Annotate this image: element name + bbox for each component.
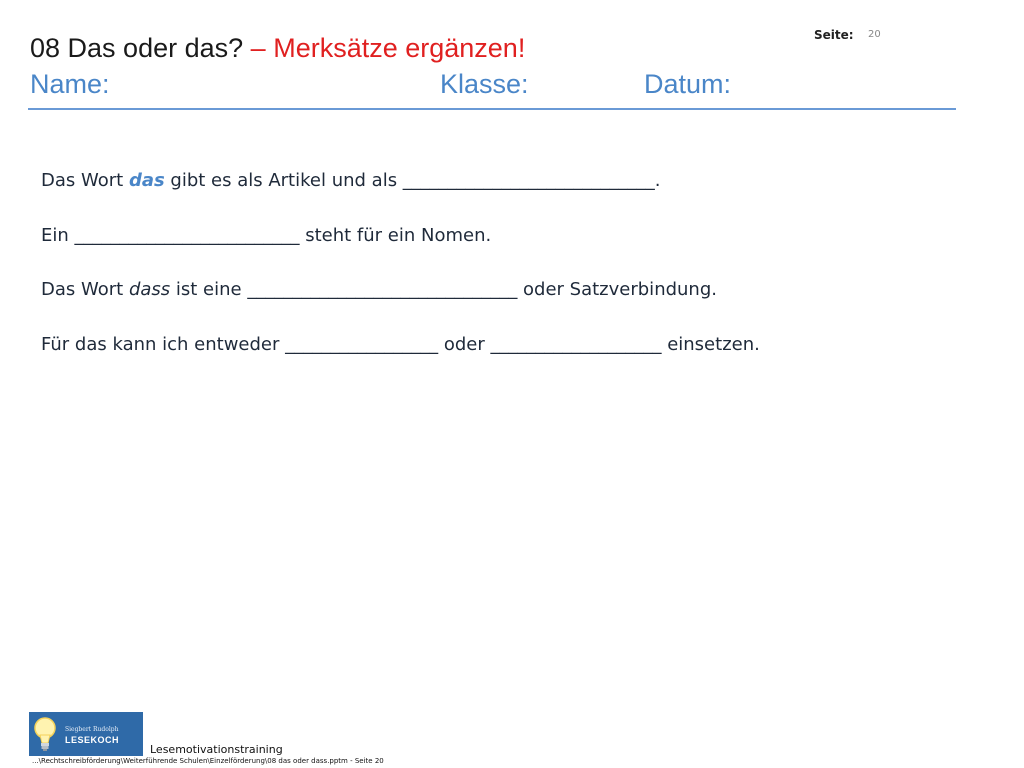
title-separator: –	[250, 33, 266, 63]
keyword-das: das	[128, 170, 165, 191]
name-label: Name:	[30, 69, 110, 99]
keyword-dass: dass	[128, 279, 171, 300]
class-label: Klasse:	[440, 69, 529, 99]
sentence-3: Das Wort dass ist eine ______________________________ oder Satzverbindung.	[41, 279, 717, 300]
worksheet-title	[30, 30, 525, 66]
title-main: 08 Das oder das?	[30, 33, 244, 63]
footer-file-path: ...\Rechtschreibförderung\Weiterführende Schulen\Einzelförderung\08 das oder dass.pptm - Seite 20	[32, 757, 384, 765]
page-label: Seite:	[814, 28, 854, 42]
logo-author: Siegbert Rudolph	[65, 726, 119, 733]
sentence-2: Ein _________________________ steht für ein Nomen.	[41, 225, 492, 246]
title-sub: Merksätze ergänzen!	[273, 33, 526, 63]
sentence-4: Für das kann ich entweder _________________ oder ___________________ einsetzen.	[41, 334, 760, 355]
lesekoch-logo	[29, 712, 143, 756]
header-divider	[28, 108, 956, 110]
date-label: Datum:	[644, 69, 732, 99]
page-number: 20	[868, 29, 881, 40]
sentence-1: Das Wort das gibt es als Artikel und als ____________________________.	[41, 170, 661, 191]
footer-title: Lesemotivationstraining	[150, 743, 283, 756]
logo-brand: LESEKOCH	[65, 735, 120, 745]
lightbulb-icon	[32, 715, 58, 753]
